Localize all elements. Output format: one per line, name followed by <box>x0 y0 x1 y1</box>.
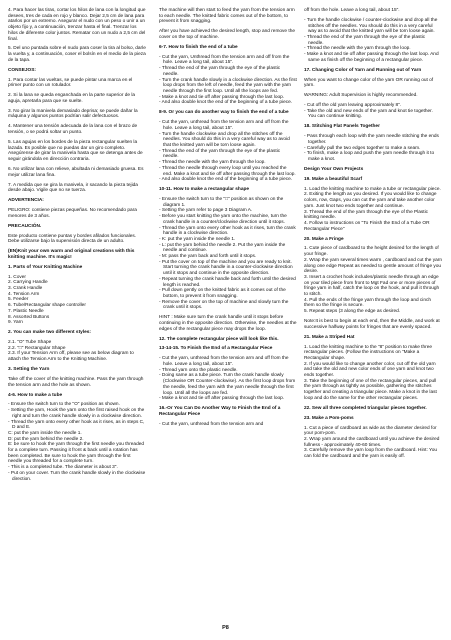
continued-text: off from the hole. Leave a long tail, about 15". <box>304 8 400 13</box>
part-item: 6. Tube/Rectangular shape controller <box>8 303 86 309</box>
precaucion-text: Este producto contiene puntas y bordes afilados funcionales. Debe utilizarse bajo la supervisión directa de un adulto. <box>8 233 137 245</box>
finish-rect-step: - Make a knot and tie off after passing through the last loop. <box>159 396 297 402</box>
consejo-1: 1. Para contar las vueltas, se puede pintar una marca en el primer punto con un rotulador. <box>8 77 133 89</box>
style-item: 2.1. "O" Tube Shape <box>8 340 52 346</box>
finish-step: - And also double knot the end of the beginning of a tube piece. <box>159 100 297 106</box>
alt-finish-step: - Turn the handle clockwise and drop all the stitches off the needles. You should do this in a very careful way as to avoid that the knitted yarn will be torn loose again. <box>159 132 297 149</box>
rectangle-heading: 10-11. How to make a rectangular shape <box>159 187 250 193</box>
part-item: 9. Yarn <box>8 320 23 326</box>
change-color-heading: 17. Changing Color of Yarn and Running out of Yarn <box>304 67 422 73</box>
consejo-5: 5. Las agujas en los bordes de la pieza rectangular suelten la lazada. Es posible que no puedas dar un giro completo. Asegúrense de girar la manivela hasta que se detenga antes de seguir girándola en dirección contraria. <box>8 139 143 163</box>
part-item: 1. Cover <box>8 274 26 280</box>
finish-tube-heading: 6-7. How to finish the end of a tube <box>159 44 238 50</box>
pompom-steps <box>304 426 442 460</box>
rectangle-steps <box>159 197 297 311</box>
pompom-step: 2. Wrap yarn around the cardboard until you achieve the desired fullness - approximately 40-60 times. <box>304 436 440 448</box>
continued-steps <box>304 18 442 64</box>
alt-finish-step: - Thread the needle through every loop until you reached the end. Make a knot and tie off after passing through the last loop. <box>159 166 297 177</box>
finish-step: - Thread the end of the yarn through the eye of the plastic needle. <box>159 66 297 77</box>
change-color-warning: WARNING: Adult Supervision is highly recommended. <box>304 93 418 99</box>
continued-step: - Make a knot and tie off after passing through the last loop. And same as finish off the beginning of a rectangular piece. <box>304 52 442 63</box>
consejo-7: 7. A medida que se gira la manivela, ir sacando la pieza tejida desde abajo. Vigile que no se tuerza. <box>8 182 138 194</box>
part-item: 7. Plastic Needle <box>8 308 44 314</box>
rectangle-step: - Thread the yarn onto every other hook as it rises, turn the crank handle in a clockwise direction. <box>159 226 297 237</box>
make-tube-steps <box>8 402 146 482</box>
tube-step: E: be sure to hook the yarn through the first needle you threaded for a complete turn. Passing it front & back until a rotation has been completed. Be sure to hook the yarn through the first needle you threaded for a complete turn. <box>8 442 144 465</box>
rectangle-step: - K: put the yarn inside the needle 1. <box>159 237 297 243</box>
tube-step: - Setting the yarn, Hook the yarn onto the first raised hook on the right and turn the crank handle slowly in a clockwise direction. <box>8 408 146 419</box>
consejo-2: 2. Si la lana se queda enganchada en la parte superior de la aguja, apretarla para que se suelte. <box>8 93 136 104</box>
fringe-heading: 20. Make a Fringe <box>304 236 344 242</box>
part-item: 8. Assorted Buttons <box>8 314 50 320</box>
fringe-steps <box>304 246 442 314</box>
hat-step: 3. Take the beginning of one of the rectangular pieces, and pull the yarn through as tightly as possible, gathering the stitches together and creating a triangular piece. Make a knot in the last loop and do the same for the other rectangular pieces. <box>304 378 437 401</box>
tube-step: - Ensure the switch turn to the "O" position as shown. <box>8 402 146 408</box>
change-color-step: - Cut off the old yarn leaving approximately 8". <box>304 103 442 109</box>
pompom-heading: 23. Make a Pom-poms <box>304 415 354 421</box>
stitching-step: - Pass through each loop with the yarn needle stitching the ends together. <box>304 134 442 145</box>
part-item: 3. Crank Handle <box>8 286 43 292</box>
spanish-step-4: 4. Para hacer las tiras, cortar los hilos de lana con la longitud que desees, tres de cada en rojo y blanco. Dejar 2,5 cm de lana para atarlos por un extremo. Asegurar el nudo con un peso o unir a un objeto fijo y, a continuación, trenzar hasta el final. Trenzar los hilos de diferente color juntos. Rematar con un nudo a 2,5 cm del final. <box>8 8 146 42</box>
scarf-step: 3. Thread the end of the yarn through the eye of the Plastic knitting needle. <box>304 209 429 221</box>
column-left <box>8 8 146 486</box>
alt-finish-tube-heading: 8-9. Or you can do another way to finish the end of a tube <box>159 110 289 116</box>
continued-step: - Thread the end of the yarn through the eye of the plastic needle. <box>304 35 442 46</box>
consejo-4: 4. Mantener una tensión adecuada de la lana con el brazo de tensión, o se podrá soltar un punto. <box>8 124 138 136</box>
finish-step: - Make a knot and tie off after passing through the last loop. <box>159 95 297 101</box>
stitching-heading: 18. Stitching Flat Panels Together <box>304 124 380 130</box>
parts-list <box>8 275 146 326</box>
fringe-step: 3. Insert a crochet hook includes/plastic needle through an edge on your tiled piece from front to Mgt Fad one or more pieces of fringe yarn in half, catch the loop on the hook, and pull it through to stitch. <box>304 274 440 298</box>
finish-step: - Cut the yarn, Unthread from the tension arm and off from the hole. Leave a long tail, about 15". <box>159 55 297 66</box>
hat-heading: 21. Make a Striped Hat <box>304 334 355 340</box>
styles-heading: 2. You can make two different styles: <box>8 330 91 336</box>
pompom-step: 1. Cut a piece of cardboard as wide as the diameter desired for your pom-pom. <box>304 425 437 437</box>
rectangle-step: - L: put the yarn behind the needle 2. Put the yarn inside the needle and continue. <box>159 243 297 254</box>
fringe-step: 2. Wrap the yarn several times warm , cardboard and cut the yarn along one edge Repeat as needed to gentle amount of fringe you desire. <box>304 257 442 275</box>
tube-step: D: put the yarn behind the needle 2. <box>8 436 84 442</box>
styles-list <box>8 340 146 363</box>
page-number: P8 <box>222 625 229 631</box>
finish-tube-steps <box>159 55 297 106</box>
alt-finish-rect-step: - Cut the yarn, unthread from the tension arm and <box>159 422 297 428</box>
hint-text: HINT : Make sure turn the crank handle until it stops before continuing in the opposite direction. Otherwise, the needles at the edges of the rectangular piece may drops the loop. <box>159 315 297 332</box>
stitching-step: - To finish, make a loop and push the yarn needle through it to make a knot. <box>304 151 442 162</box>
finish-rect-step: - Cut the yarn, unthread from the tension arm and off from the hole. Leave a long tail, about 15". <box>159 356 297 367</box>
alt-finish-step: - Thread the needle with the yarn through the loop. <box>159 160 297 166</box>
stitching-step: - Carefully pull the two edges together to make a seam. <box>304 146 442 152</box>
design-projects-heading: Design Your Own Projects <box>304 166 364 172</box>
column-middle <box>159 8 297 432</box>
scarf-step: 1. Load the knitting machine to make a tube or rectangular piece. <box>304 186 441 192</box>
style-item: 2.3. If your Tension Arm off, please see as below diagram to attach the Tension Arm to the Knitting Machine. <box>8 351 134 363</box>
alt-finish-rect-heading: 16.-Or You Can Do Another Way to Finish the End of a Rectangular Piece <box>159 406 281 417</box>
alt-finish-tube-steps <box>159 120 297 183</box>
hat-step: 2. If you would like to change another color, cut off the old yarn and take the old and new color ends of one yarn and knot two ends together. <box>304 361 436 379</box>
setting-yarn-text: Take off the cover of the knitting machine. Pass the yarn through the tension arm and the hole as shown. <box>8 376 144 388</box>
part-item: 2. Carrying Handle <box>8 280 48 286</box>
change-color-text: When you want to change color of the yarn OR running out of yarn. <box>304 77 434 89</box>
finish-rect-step: - Doing same as a tube piece. Turn the crank handle slowly (Clockwise OR Counter-clockwise). As the first loop drops from the needle, feed the yarn with the yarn needle through the first loop. Until all the loops are fed. <box>159 373 297 396</box>
sew-pieces-heading: 22. Sew all three completed triangular pieces together. <box>304 405 427 411</box>
fringe-step: 5. Repeat steps (3 along the edge as desired. <box>304 309 401 315</box>
tube-step: C: put the yarn inside the needle 1. <box>8 430 82 436</box>
complete-rectangle-heading: 12. The complete rectangular piece will look like this. <box>159 336 279 342</box>
finish-step: - Turn the crank handle slowly in a clockwise direction. As the first loop drops from the left of needle, feed the yarn with the yarn needle through the first loop. Until all the loops are fed. <box>159 78 297 95</box>
scarf-heading: 19. Make a beautiful Scarf <box>304 176 363 182</box>
hat-step: 1. Load the knitting machine to the "8" position to make three rectangular pieces. (Follow the instructions on "Make a Rectangular shape. <box>304 344 433 361</box>
change-color-steps <box>304 103 442 120</box>
part-item: 5. Feeder <box>8 297 29 303</box>
fringe-note: Note:It is best to begin at each end, then the Middle, and work at successive halfway points for fringes that are evenly spaced. <box>304 319 440 330</box>
make-tube-heading: 4-6. How to make a tube <box>8 392 63 398</box>
finish-rect-step: - Thread yarn onto the plastic needle. <box>159 368 297 374</box>
fringe-step: 4. Pull the ends of the fringe yarn through the loop and cinch them so the fringe is secure. <box>304 297 432 309</box>
alt-finish-step: - And also double knot the end of the beginning of a tube piece. <box>159 177 297 183</box>
continued-step: - Thread the needle with the yarn through the loop. <box>304 46 442 52</box>
finish-rectangle-heading: 13-14-15. To Finish the End of a Rectangular Piece <box>159 346 273 352</box>
hat-steps <box>304 345 442 402</box>
part-item: 4. Tension Arm <box>8 291 40 297</box>
scarf-step: 4. Follow to instructions on "To Finish the End of a Tube OR Rectangular Piece" <box>304 220 430 232</box>
rectangle-step: - Repeat turning the crank handle back and forth until the desired length is reached. <box>159 277 297 288</box>
alt-finish-step: - Cut the yarn, unthread from the tension arm and off from the hole. Leave a long tail, about 15". <box>159 120 297 131</box>
advertencia-heading: ADVERTENCIA: <box>8 198 44 204</box>
spanish-step-5: 5. Del uno puntada sobre el nudo para coser la tira al bolso, darle la vuelta y, a continuación, coser el bolsín en el medio de la pieza de la tapa. <box>8 46 146 63</box>
alt-finish-rect-steps <box>159 422 297 428</box>
rectangle-step: - Remove the cover on the top of machine and slowly turn the crank until it stops. <box>159 300 297 311</box>
change-color-step: - Take the old and new ends of the yarn and knot tie together. You can continue knitting. <box>304 109 442 120</box>
scarf-steps <box>304 187 442 233</box>
rectangle-step: - Setting the yarn refer to page 3 Diagram A. <box>159 208 297 214</box>
rectangle-step: - M: pass the yarn back and forth until it stops. <box>159 254 297 260</box>
rectangle-step: - Put the cover on top of the machine and you are ready to knit. Start turning the crank handle in a counter-clockwise direction until it stops and continue in the opposite direction. <box>159 260 297 277</box>
consejo-6: 6. No utilizar lana con relieve, abultada ni demasiado gruesa. Es mejor utilizar lana fina. <box>8 166 144 178</box>
feed-text: The machine will then start to feed the yarn from the tension arm to each needle. The knitted fabric comes out of the bottom, to prevent it from snagging. <box>159 8 295 25</box>
stitching-steps <box>304 134 442 163</box>
continued-step: - Turn the handle clockwise / counter-clockwise and drop all the stitches off the needles. You should do this in a very careful way as to avoid that the knitted yarn will be torn loose again. <box>304 18 442 35</box>
tube-step: - Thread the yarn onto every other hook as it rises, as in steps C, D and E. <box>8 420 146 431</box>
rectangle-step: - Before you start knitting the yarn onto the machine, turn the crank handle in a counter/clockwise direction until it stops. <box>159 214 297 225</box>
tube-step: - Put on your cover. Turn the crank handle slowly in the clockwise direction. <box>8 471 146 482</box>
pompom-step: 3. Carefully remove the yarn loop from the cardboard. Hint: You can fold the cardboard and the yarn is easily off. <box>304 448 438 460</box>
alt-finish-step: - Thread the end of the yarn through the eye of the plastic needle. <box>159 149 297 160</box>
english-intro: (EN)Knit your own warm and original creations with this knitting machine. It's magic! <box>8 249 135 260</box>
consejo-3: 3. No girar la manivela demasiado deprisa; se puede dañar la máquina y algunos puntos podrían salir defectuosos. <box>8 108 138 120</box>
column-right <box>304 8 442 464</box>
rectangle-step: - Ensure the switch turn to the "□" position as shown on the diagram 1. <box>159 197 297 208</box>
feed-text-2: After you have achieved the desired length, stop and remove the cover on the top of machine. <box>159 29 295 40</box>
tube-step: - This is a completed tube. The diameter is about 3". <box>8 465 146 471</box>
style-item: 2.2. "□" Rectangular Shape <box>8 345 66 351</box>
advertencia-text: PELIGRO: contiene piezas pequeñas. No recomendado para menores de 3 años. <box>8 208 137 219</box>
parts-heading: 1. Parts of Your Knitting Machine <box>8 264 83 270</box>
rectangle-step: - Pull down gently on the knitted fabric as it comes out of the bottom, to prevent it from snagging. <box>159 288 297 299</box>
precaucion-heading: PRECAUCIÓN. <box>8 223 42 229</box>
fringe-step: 1. Cute piece of cardboard to the height desired for the length of your fringe. <box>304 246 439 258</box>
finish-rectangle-steps <box>159 356 297 402</box>
setting-yarn-heading: 3. Setting the Yarn <box>8 367 50 373</box>
consejos-heading: CONSEJOS: <box>8 67 36 73</box>
scarf-step: 2. Exiting the length as you desired. If you would like to change colors, row, Gaps, you can cut the yarn and take another color yarn. Just knot two ends together and continue. <box>304 192 437 209</box>
